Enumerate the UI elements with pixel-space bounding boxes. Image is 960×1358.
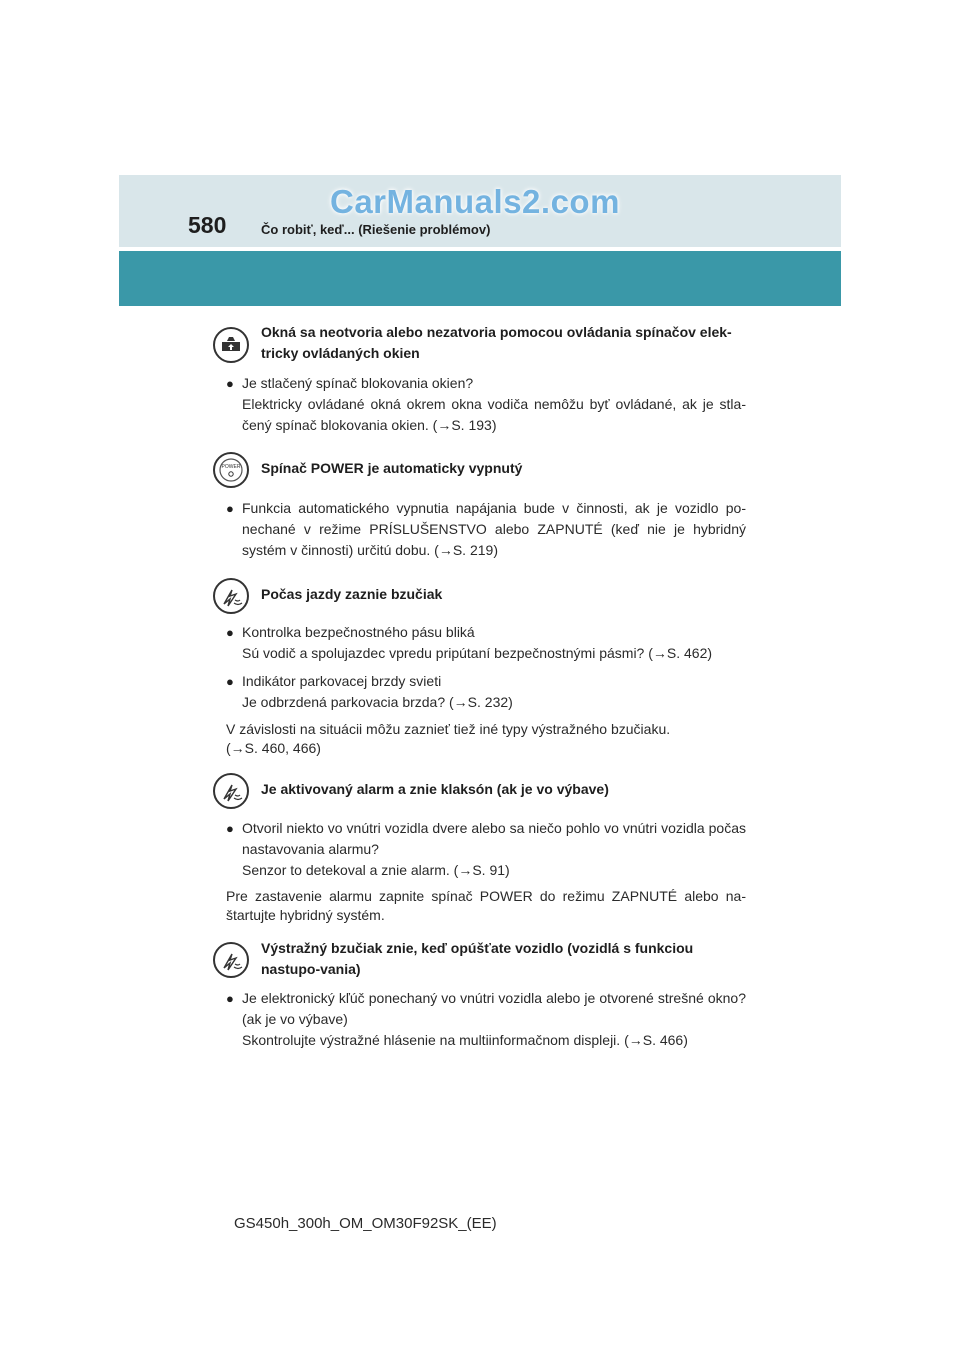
bullet-answer: Je odbrzdená parkovacia brzda? (→S. 232)	[242, 694, 513, 710]
bullet-question: Funkcia automatického vypnutia napájania bude v činnosti, ak je vozidlo po-nechané v režime PRÍSLUŠENSTVO alebo ZAPNUTÉ (keď nie je hybridný systém v činnosti) určitú dobu. (→S. 219)	[242, 500, 746, 558]
bullet-question: Otvoril niekto vo vnútri vozidla dvere alebo sa niečo pohlo vo vnútri vozidla počas nastavovania alarmu?	[242, 820, 746, 857]
note-text: Pre zastavenie alarmu zapnite spínač POWER do režimu ZAPNUTÉ alebo na-štartujte hybridný systém.	[226, 888, 746, 923]
warning-sound-icon	[213, 942, 249, 978]
section-title-leaving-buzzer: Výstražný bzučiak znie, keď opúšťate vozidlo (vozidlá s funkciou nastupo-vania)	[261, 940, 694, 977]
list-item	[226, 818, 746, 881]
note-text	[226, 720, 746, 758]
footer-code: GS450h_300h_OM_OM30F92SK_(EE)	[234, 1215, 497, 1232]
bullet-question: Je elektronický kľúč ponechaný vo vnútri vozidla alebo je otvorené strešné okno? (ak je vo výbave)	[242, 990, 746, 1027]
warning-sound-icon	[213, 578, 249, 614]
section-title-windows: Okná sa neotvoria alebo nezatvoria pomocou ovládania spínačov elek-tricky ovládaných okien	[261, 324, 732, 361]
list-item	[226, 622, 746, 664]
list-item	[226, 373, 746, 436]
page-number: 580	[188, 212, 227, 238]
bullet-question: Je stlačený spínač blokovania okien?	[242, 375, 474, 391]
bullet-icon: ●	[226, 991, 234, 1006]
power-button-icon	[213, 452, 249, 488]
section-title-power: Spínač POWER je automaticky vypnutý	[261, 460, 523, 476]
bullet-answer: Senzor to detekoval a znie alarm. (→S. 91)	[242, 862, 510, 878]
bullet-question: Kontrolka bezpečnostného pásu bliká	[242, 624, 475, 640]
power-label: POWER	[221, 464, 241, 470]
bullet-icon: ●	[226, 501, 234, 516]
note-line: (→S. 460, 466)	[226, 740, 321, 756]
bullet-question: Indikátor parkovacej brzdy svieti	[242, 673, 442, 689]
page-title: Čo robiť, keď... (Riešenie problémov)	[261, 222, 491, 237]
list-item	[226, 671, 746, 713]
bullet-icon: ●	[226, 821, 234, 836]
watermark: CarManuals2.com	[330, 183, 620, 220]
bullet-icon: ●	[226, 674, 234, 689]
bullet-answer: Skontrolujte výstražné hlásenie na multiinformačnom displeji. (→S. 466)	[242, 1032, 688, 1048]
bullet-answer: Sú vodič a spolujazdec vpredu pripútaní bezpečnostnými pásmi? (→S. 462)	[242, 645, 713, 661]
note-line: V závislosti na situácii môžu zaznieť tiež iné typy výstražného bzučiaku.	[226, 721, 671, 737]
section-title-driving-buzzer: Počas jazdy zaznie bzučiak	[261, 586, 443, 602]
warning-sound-icon	[213, 773, 249, 809]
list-item	[226, 498, 746, 561]
section-title-alarm: Je aktivovaný alarm a znie klaksón (ak je vo výbave)	[261, 781, 609, 797]
list-item	[226, 988, 746, 1051]
bullet-icon: ●	[226, 625, 234, 640]
window-switch-icon	[213, 327, 249, 363]
header-accent-band	[119, 251, 841, 306]
bullet-answer: Elektricky ovládané okná okrem okna vodiča nemôžu byť ovládané, ak je stla-čený spínač blokovania okien. (→S. 193)	[242, 396, 746, 433]
bullet-icon: ●	[226, 376, 234, 391]
